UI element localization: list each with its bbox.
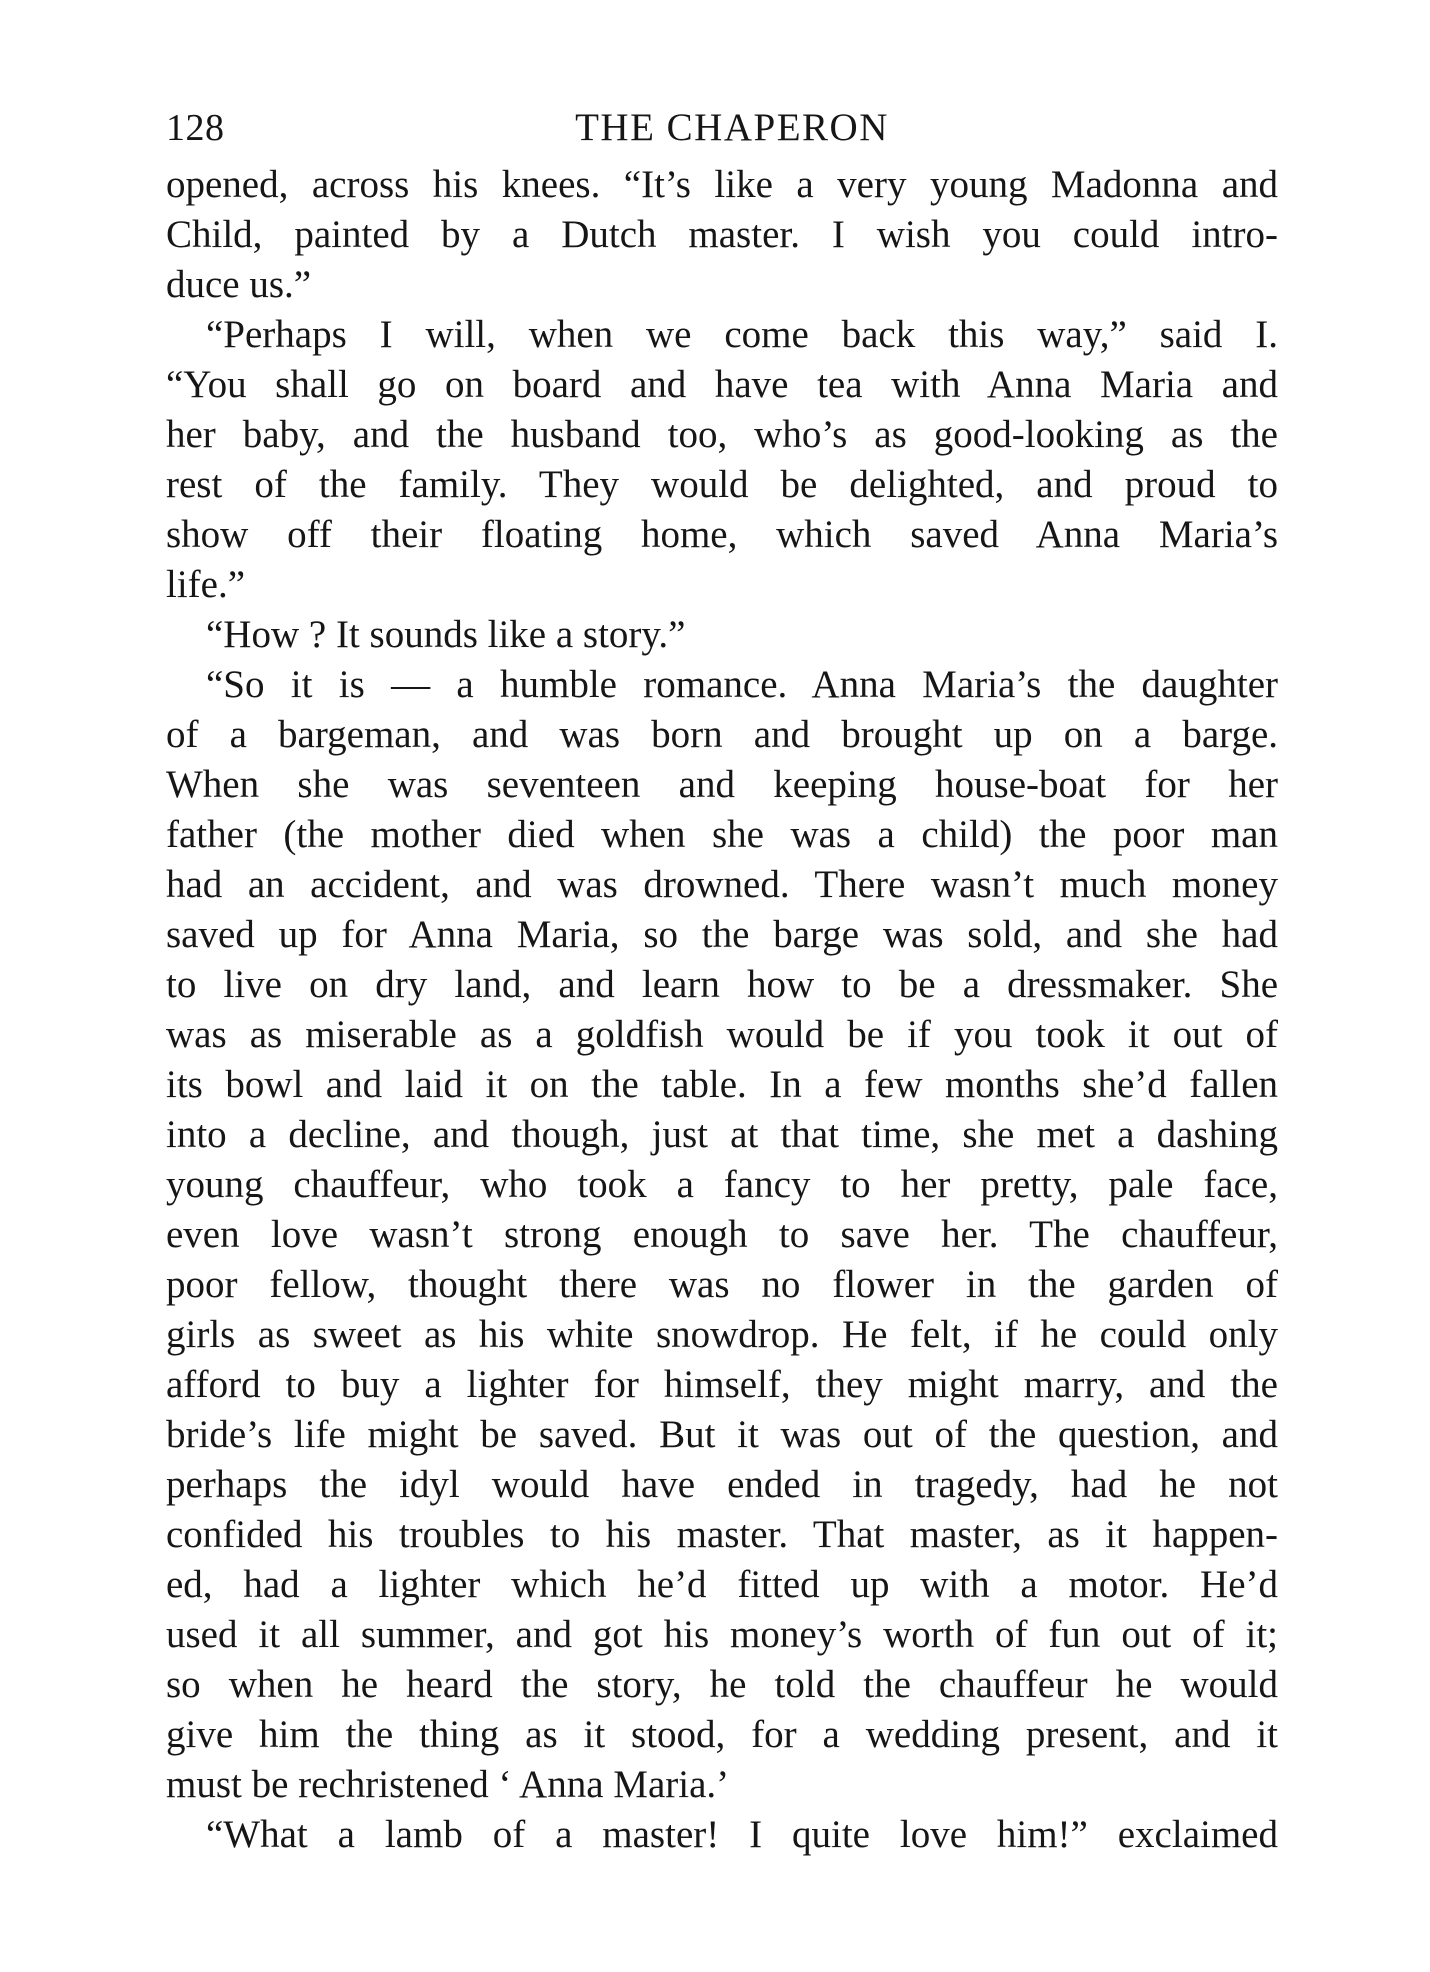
text-line: her baby, and the husband too, who’s as good-looking as the [166, 413, 1278, 456]
text-line: saved up for Anna Maria, so the barge was sold, and she had [166, 913, 1278, 956]
text-line: When she was seventeen and keeping house-boat for her [166, 763, 1278, 806]
text-line: its bowl and laid it on the table. In a few months she’d fallen [166, 1063, 1278, 1106]
text-line: used it all summer, and got his money’s worth of fun out of it; [166, 1613, 1278, 1656]
text-line: had an accident, and was drowned. There wasn’t much money [166, 863, 1278, 906]
text-line: so when he heard the story, he told the chauffeur he would [166, 1663, 1278, 1706]
text-line: “Perhaps I will, when we come back this way,” said I. [206, 313, 1278, 356]
text-line: give him the thing as it stood, for a wedding present, and it [166, 1713, 1278, 1756]
text-line: girls as sweet as his white snowdrop. He felt, if he could only [166, 1313, 1278, 1356]
text-line: duce us.” [166, 263, 312, 306]
text-line: confided his troubles to his master. That master, as it happen- [166, 1513, 1278, 1556]
text-line: into a decline, and though, just at that time, she met a dashing [166, 1113, 1278, 1156]
running-head [166, 100, 1278, 156]
text-line: show off their floating home, which saved Anna Maria’s [166, 513, 1278, 556]
text-line: young chauffeur, who took a fancy to her pretty, pale face, [166, 1163, 1278, 1206]
text-line: was as miserable as a goldfish would be if you took it out of [166, 1013, 1278, 1056]
text-line: even love wasn’t strong enough to save her. The chauffeur, [166, 1213, 1278, 1256]
text-line: must be rechristened ‘ Anna Maria.’ [166, 1763, 730, 1806]
text-line: to live on dry land, and learn how to be a dressmaker. She [166, 963, 1278, 1006]
text-line: “How ? It sounds like a story.” [206, 613, 686, 656]
text-line: opened, across his knees. “It’s like a very young Madonna and [166, 163, 1278, 206]
page-number: 128 [166, 107, 225, 149]
book-title: THE CHAPERON [575, 106, 889, 149]
text-line: perhaps the idyl would have ended in tragedy, had he not [166, 1463, 1278, 1506]
text-line: bride’s life might be saved. But it was out of the question, and [166, 1413, 1278, 1456]
body-text [166, 160, 1278, 1860]
text-line: afford to buy a lighter for himself, they might marry, and the [166, 1363, 1278, 1406]
text-line: of a bargeman, and was born and brought up on a barge. [166, 713, 1278, 756]
text-line: father (the mother died when she was a child) the poor man [166, 813, 1278, 856]
text-line: ed, had a lighter which he’d fitted up with a motor. He’d [166, 1563, 1278, 1606]
text-line: “You shall go on board and have tea with Anna Maria and [166, 363, 1278, 406]
text-line: life.” [166, 563, 246, 606]
text-line: Child, painted by a Dutch master. I wish you could intro- [166, 213, 1278, 256]
text-line: “What a lamb of a master! I quite love him!” exclaimed [206, 1813, 1278, 1856]
text-line: “So it is — a humble romance. Anna Maria’s the daughter [206, 663, 1278, 706]
text-line: rest of the family. They would be delighted, and proud to [166, 463, 1278, 506]
text-line: poor fellow, thought there was no flower in the garden of [166, 1263, 1278, 1306]
